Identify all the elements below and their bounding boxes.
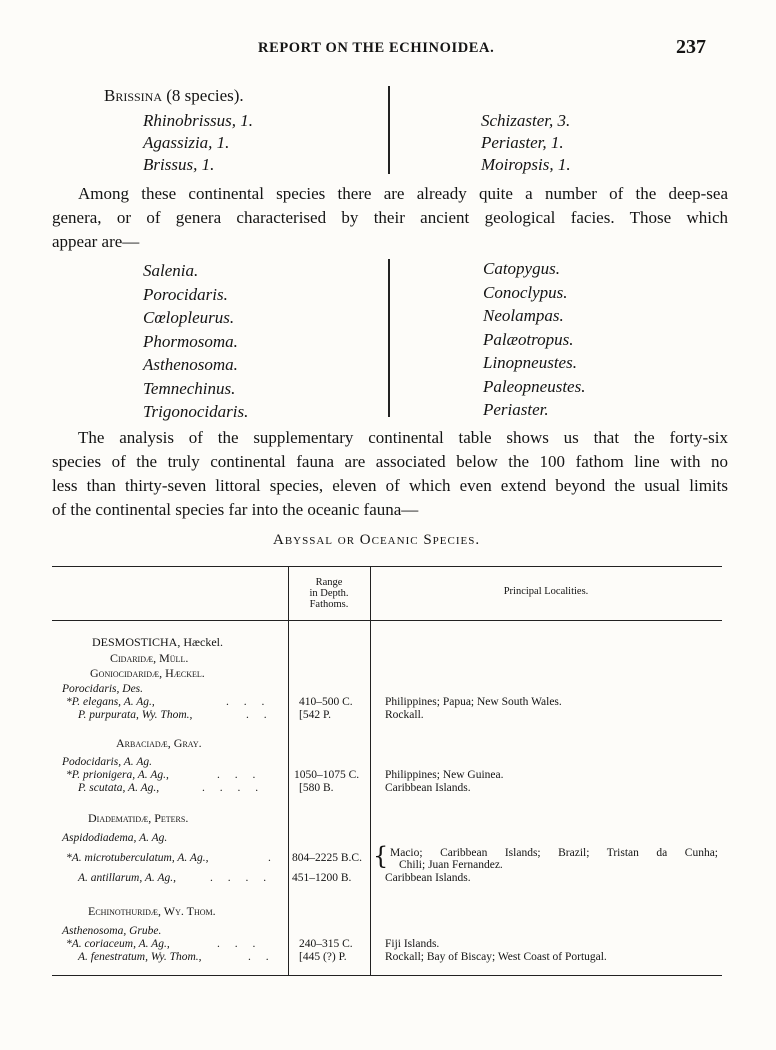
- genus-heading: Asthenosoma, Grube.: [62, 925, 162, 937]
- column-divider: [388, 259, 390, 417]
- localities: Philippines; New Guinea.: [385, 769, 504, 781]
- localities-header: Principal Localities.: [503, 586, 589, 597]
- list-item: Salenia.: [143, 261, 199, 280]
- depth-range: 240–315 C.: [299, 938, 353, 950]
- localities: Macio; Caribbean Islands; Brazil; Tristan da Cunha;: [390, 847, 718, 859]
- list-item: Periaster, 1.: [481, 133, 564, 152]
- list-item: Agassizia, 1.: [143, 133, 230, 152]
- paragraph-deep-sea-genera: [52, 182, 728, 254]
- family-heading: Cidaridæ, Müll.: [110, 651, 189, 665]
- table-header-rule: [52, 620, 722, 621]
- range-header-line: in Depth.: [309, 588, 349, 599]
- list-item: Schizaster, 3.: [481, 111, 571, 130]
- list-item: Periaster.: [483, 400, 549, 419]
- brissina-heading-rest: (8 species).: [162, 86, 244, 105]
- list-item: Paleopneustes.: [483, 376, 586, 396]
- localities: Caribbean Islands.: [385, 872, 471, 884]
- table-column-rule: [370, 566, 371, 975]
- range-header: [288, 577, 370, 610]
- leader-dots: . .: [246, 709, 273, 721]
- species-name: P. purpurata, Wy. Thom.,: [78, 709, 193, 721]
- localities-continued: Chili; Juan Fernandez.: [399, 859, 503, 871]
- page-number: 237: [676, 36, 706, 58]
- list-item: Catopygus.: [483, 259, 560, 278]
- species-table: [52, 566, 722, 976]
- genus-heading: Podocidaris, A. Ag.: [62, 756, 152, 768]
- paragraph-line: Among these continental species there are already quite a number of the deep-sea: [78, 184, 728, 203]
- depth-range: 451–1200 B.: [292, 872, 352, 884]
- list-item: Asthenosoma.: [143, 355, 238, 374]
- genus-heading: Aspidodiadema, A. Ag.: [62, 832, 168, 844]
- depth-range: 410–500 C.: [299, 696, 353, 708]
- localities: Caribbean Islands.: [385, 782, 471, 794]
- leader-dots: . . .: [217, 769, 262, 781]
- brissina-right-list: [481, 110, 571, 176]
- list-item: Moiropsis, 1.: [481, 155, 571, 174]
- brissina-heading-sc: Brissina: [104, 86, 163, 105]
- paragraph-line: less than thirty-seven littoral species, eleven of which even extend beyond the usual limits: [52, 476, 728, 495]
- list-item: Phormosoma.: [143, 331, 238, 351]
- depth-range: [542 P.: [299, 709, 331, 721]
- genus-heading: Porocidaris, Des.: [62, 683, 144, 695]
- species-name: *A. microtuberculatum, A. Ag.,: [66, 852, 209, 864]
- family-heading: Diadematidæ, Peters.: [88, 811, 189, 825]
- leader-dots: . . .: [226, 696, 271, 708]
- paragraph-line: appear are—: [52, 232, 140, 251]
- species-name: *P. elegans, A. Ag.,: [66, 696, 155, 708]
- localities: Fiji Islands.: [385, 938, 440, 950]
- range-header-line: Range: [315, 577, 343, 588]
- species-name: A. antillarum, A. Ag.,: [78, 872, 176, 884]
- paragraph-line: The analysis of the supplementary continental table shows us that the forty-six: [78, 428, 728, 447]
- table-column-rule: [288, 566, 289, 975]
- localities: Rockall; Bay of Biscay; West Coast of Portugal.: [385, 951, 607, 963]
- list-item: Cœlopleurus.: [143, 308, 235, 327]
- paragraph-analysis: [52, 426, 728, 522]
- list-item: Porocidaris.: [143, 284, 228, 304]
- species-name: *A. coriaceum, A. Ag.,: [66, 938, 170, 950]
- list-item: Rhinobrissus, 1.: [143, 111, 254, 130]
- group-heading: DESMOSTICHA, Hæckel.: [92, 635, 223, 649]
- leader-dots: . . . .: [202, 782, 265, 794]
- list-item: Conoclypus.: [483, 282, 568, 302]
- species-name: P. scutata, A. Ag.,: [78, 782, 160, 794]
- localities: Rockall.: [385, 709, 424, 721]
- running-header: REPORT ON THE ECHINOIDEA.: [258, 40, 495, 56]
- brissina-heading: [104, 86, 244, 106]
- genera-right-list: [483, 257, 585, 422]
- family-heading: Echinothuridæ, Wy. Thom.: [88, 904, 216, 918]
- list-item: Neolampas.: [483, 306, 564, 325]
- species-name: A. fenestratum, Wy. Thom.,: [78, 951, 202, 963]
- paragraph-line: genera, or of genera characterised by their ancient geological facies. Those which: [52, 208, 728, 227]
- brace-icon: {: [373, 842, 389, 870]
- depth-range: 1050–1075 C.: [294, 769, 360, 781]
- range-header-line: Fathoms.: [309, 599, 349, 610]
- localities: Philippines; Papua; New South Wales.: [385, 696, 562, 708]
- list-item: Palæotropus.: [483, 329, 574, 349]
- depth-range: [580 B.: [299, 782, 334, 794]
- leader-dots: .: [268, 852, 277, 864]
- species-name: *P. prionigera, A. Ag.,: [66, 769, 169, 781]
- list-item: Trigonocidaris.: [143, 402, 249, 421]
- leader-dots: . .: [248, 951, 275, 963]
- list-item: Brissus, 1.: [143, 155, 215, 174]
- leader-dots: . . . .: [210, 872, 273, 884]
- paragraph-line: of the continental species far into the oceanic fauna—: [52, 500, 419, 519]
- table-bottom-rule: [52, 975, 722, 976]
- genera-left-list: [143, 259, 248, 424]
- family-heading: Arbaciadæ, Gray.: [116, 736, 202, 750]
- table-top-rule: [52, 566, 722, 567]
- brissina-left-list: [143, 110, 253, 176]
- depth-range: [445 (?) P.: [299, 951, 347, 963]
- table-caption: Abyssal or Oceanic Species.: [273, 532, 481, 548]
- family-heading: Goniocidaridæ, Hæckel.: [90, 666, 205, 680]
- paragraph-line: species of the truly continental fauna are associated below the 100 fathom line with no: [52, 452, 728, 471]
- list-item: Linopneustes.: [483, 353, 577, 372]
- leader-dots: . . .: [217, 938, 262, 950]
- depth-range: 804–2225 B.C.: [292, 852, 362, 864]
- list-item: Temnechinus.: [143, 378, 236, 398]
- column-divider: [388, 86, 390, 174]
